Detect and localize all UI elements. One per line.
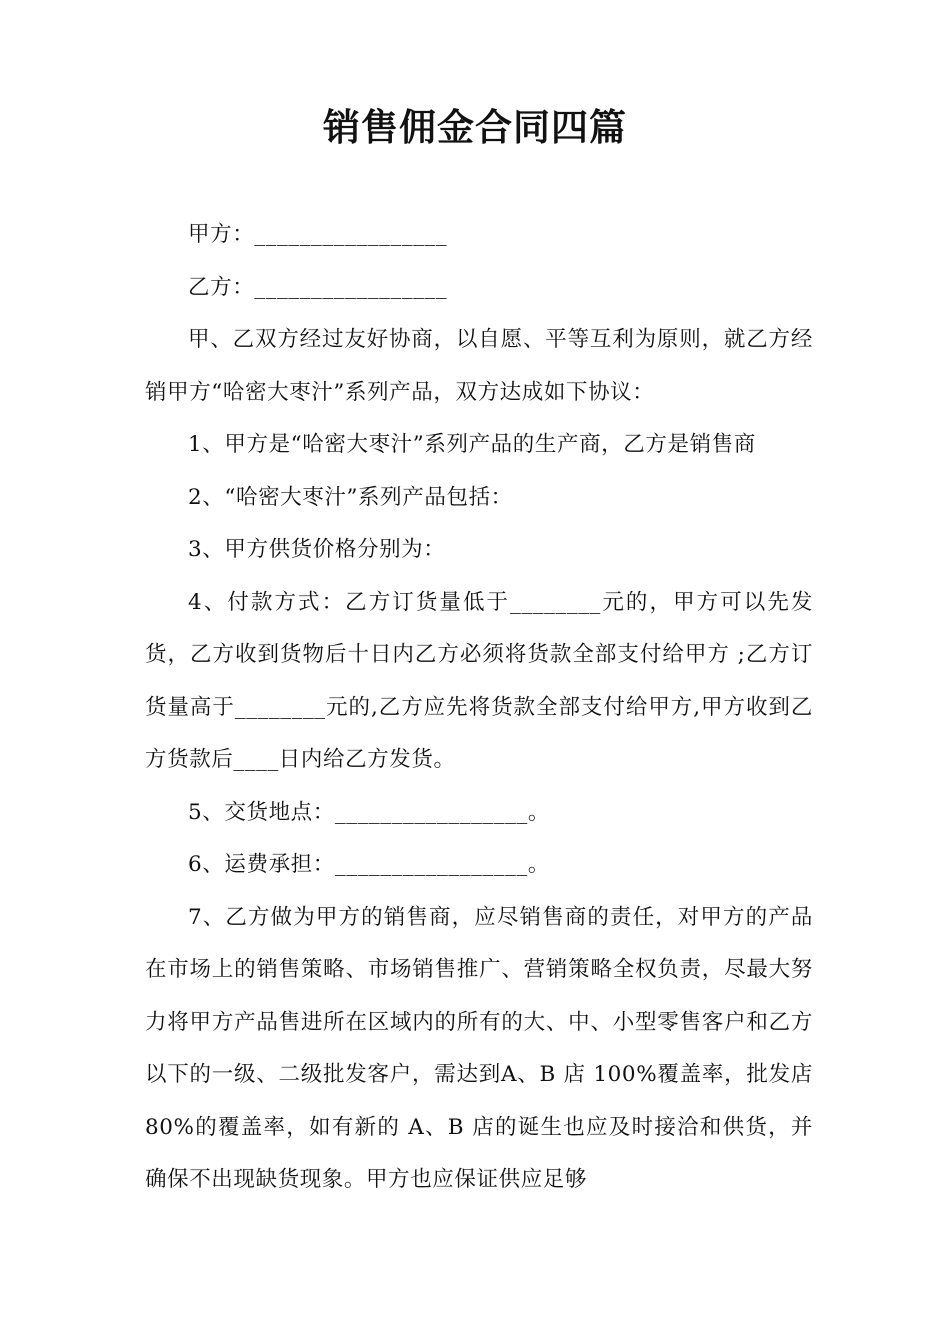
clause-5: 5、交货地点：_________________。 — [188, 799, 550, 825]
clause-7: 7、乙方做为甲方的销售商，应尽销售商的责任，对甲方的产品在市场上的销售策略、市场销售推广、营销策略全权负责，尽最大努力将甲方产品售进所在区域内的所有的大、中、小型零售客户和乙方以下的一级、二级批发客户，需达到A、B 店 100%覆盖率，批发店 80%的覆盖率，如有新的 A、B 店的诞生也应及时接洽和供货，并确保不出现缺货现象。甲方也应保证供应足够 — [145, 904, 813, 1192]
clause-1: 1、甲方是“哈密大枣汁”系列产品的生产商，乙方是销售商 — [188, 432, 756, 457]
clause-3: 3、甲方供货价格分别为： — [188, 537, 446, 562]
clause-6: 6、运费承担：_________________。 — [188, 852, 550, 877]
clause-4: 4、付款方式：乙方订货量低于________元的，甲方可以先发货，乙方收到货物后十日内乙方必须将货款全部支付给甲方 ;乙方订货量高于________元的,乙方应先将货款全部支付给甲方,甲方收到乙方货款后____日内给乙方发货。 — [145, 589, 813, 772]
party-b-line: 乙方：_________________ — [188, 274, 448, 300]
intro-paragraph: 甲、乙双方经过友好协商，以自愿、平等互利为原则，就乙方经销甲方“哈密大枣汁”系列产品，双方达成如下协议： — [145, 327, 813, 405]
document-body — [145, 209, 813, 1207]
clause-2: 2、“哈密大枣汁”系列产品包括： — [188, 484, 513, 510]
party-a-line: 甲方：_________________ — [188, 222, 448, 247]
document-title: 销售佣金合同四篇 — [323, 106, 627, 149]
